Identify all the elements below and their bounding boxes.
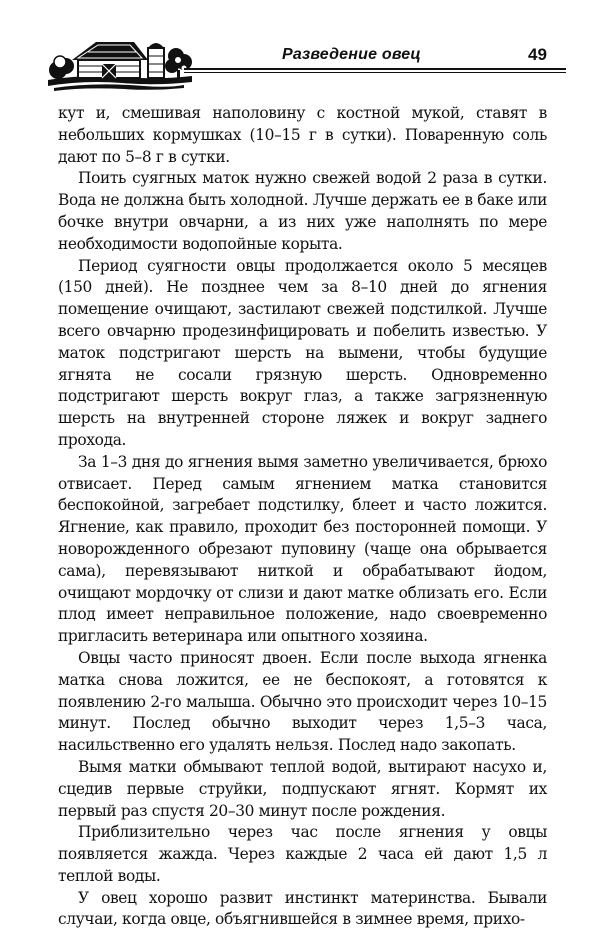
paragraph: Поить суягных маток нужно свежей водой 2 раза в сутки. Вода не должна быть холодной. Лучше держать ее в баке или бочке внутри овчарни, а из них уже наполнять по мере необходимости водопойные корыта.	[58, 169, 547, 253]
page-number: 49	[528, 45, 547, 64]
header-rule-thin	[184, 72, 566, 73]
body-text	[58, 103, 547, 931]
running-title: Разведение овец	[282, 46, 421, 63]
paragraph: У овец хорошо развит инстинкт материнства. Бывали случаи, когда овце, объягнившейся в зимнее время, прихо-	[58, 888, 547, 929]
paragraph: За 1–3 дня до ягнения вымя заметно увеличивается, брюхо отвисает. Перед самым ягнением матка становится беспокойной, загребает подстилку, блеет и часто ложится. Ягнение, как правило, проходит без посторонней помощи. У новорожденного обрезают пуповину (чаще она обрывается сама), перевязывают ниткой и обрабатывают йодом, очищают мордочку от слизи и дают матке облизать его. Если плод имеет неправильное положение, надо своевременно пригласить ветеринара или опытного хозяина.	[58, 452, 547, 646]
paragraph: Период суягности овцы продолжается около 5 месяцев (150 дней). Не позднее чем за 8–10 дней до ягнения помещение очищают, застилают свежей подстилкой. Лучше всего овчарню продезинфицировать и побелить известью. У маток подстригают шерсть на вымени, чтобы будущие ягнята не сосали грязную шерсть. Одновременно подстригают шерсть вокруг глаз, а также загрязненную шерсть на внутренней стороне ляжек и вокруг заднего прохода.	[58, 256, 547, 449]
page-header	[44, 30, 564, 94]
paragraph: Приблизительно через час после ягнения у овцы появляется жажда. Через каждые 2 часа ей дают 1,5 л теплой воды.	[58, 823, 547, 885]
paragraph: Овцы часто приносят двоен. Если после выхода ягненка матка снова ложится, ее не беспокоят, а готовятся к появлению 2-го малыша. Обычно это происходит через 10–15 минут. Послед обычно выходит через 1,5–3 часа, насильственно его удалять нельзя. Послед надо закопать.	[58, 648, 547, 755]
farm-logo-icon	[44, 30, 194, 92]
paragraph: Вымя матки обмывают теплой водой, вытирают насухо и, сцедив первые струйки, подпускают ягнят. Кормят их первый раз спустя 20–30 минут после рождения.	[58, 757, 547, 820]
paragraph: кут и, смешивая наполовину с костной мукой, ставят в небольших кормушках (10–15 г в сутки). Поваренную соль дают по 5–8 г в сутки.	[58, 104, 547, 166]
header-rule	[184, 68, 566, 70]
